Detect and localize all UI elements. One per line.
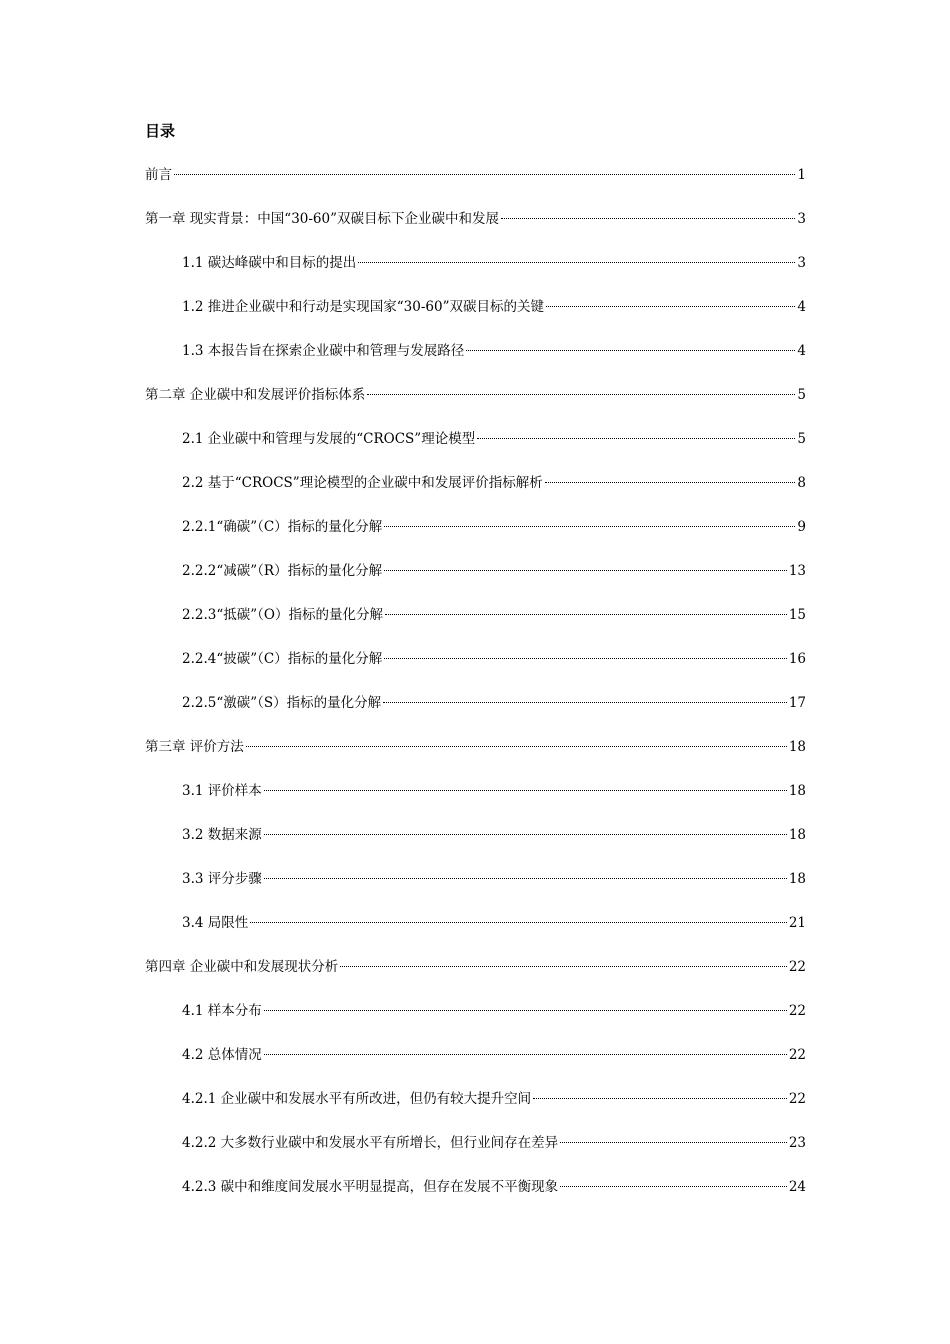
- toc-entry-text: 3.1 评价样本: [182, 783, 262, 799]
- dot-leader: [533, 1098, 787, 1099]
- toc-entry-page: 4: [797, 343, 806, 359]
- toc-entry[interactable]: [145, 692, 806, 736]
- dot-leader: [560, 1142, 787, 1143]
- toc-entry[interactable]: [145, 428, 806, 472]
- toc-entry-text: 3.2 数据来源: [182, 827, 262, 843]
- toc-entry-page: 15: [788, 607, 806, 623]
- toc-entry[interactable]: [145, 736, 806, 780]
- toc-entry-page: 1: [797, 167, 806, 183]
- toc-entry-page: 4: [797, 299, 806, 315]
- toc-entry-page: 3: [797, 211, 806, 227]
- toc-entry-text: 2.2.3“抵碳”（O）指标的量化分解: [182, 607, 383, 623]
- dot-leader: [174, 174, 795, 175]
- toc-entry[interactable]: [145, 208, 806, 252]
- toc-entry[interactable]: [145, 472, 806, 516]
- dot-leader: [466, 350, 795, 351]
- toc-entry[interactable]: [145, 868, 806, 912]
- dot-leader: [340, 966, 787, 967]
- dot-leader: [264, 790, 787, 791]
- dot-leader: [384, 526, 795, 527]
- dot-leader: [358, 262, 795, 263]
- dot-leader: [501, 218, 795, 219]
- toc-list: [145, 164, 806, 1220]
- toc-entry[interactable]: [145, 1000, 806, 1044]
- toc-entry[interactable]: [145, 1132, 806, 1176]
- dot-leader: [385, 614, 787, 615]
- toc-entry[interactable]: [145, 164, 806, 208]
- dot-leader: [264, 878, 787, 879]
- toc-entry-text: 4.2 总体情况: [182, 1047, 262, 1063]
- toc-entry-page: 9: [797, 519, 806, 535]
- toc-title: 目录: [145, 122, 176, 140]
- toc-entry-text: 第二章 企业碳中和发展评价指标体系: [145, 387, 366, 403]
- toc-entry[interactable]: [145, 780, 806, 824]
- toc-entry[interactable]: [145, 1088, 806, 1132]
- toc-entry-text: 4.1 样本分布: [182, 1003, 262, 1019]
- toc-entry-text: 1.3 本报告旨在探索企业碳中和管理与发展路径: [182, 343, 465, 359]
- toc-entry-text: 1.1 碳达峰碳中和目标的提出: [182, 255, 357, 271]
- toc-entry-text: 2.2.1“确碳”（C）指标的量化分解: [182, 519, 383, 535]
- toc-entry-page: 23: [788, 1135, 806, 1151]
- toc-entry[interactable]: [145, 384, 806, 428]
- dot-leader: [546, 306, 795, 307]
- toc-entry-text: 2.2 基于“CROCS”理论模型的企业碳中和发展评价指标解析: [182, 475, 543, 491]
- toc-entry-text: 第一章 现实背景：中国“30-60”双碳目标下企业碳中和发展: [145, 211, 500, 227]
- toc-entry-page: 13: [788, 563, 806, 579]
- dot-leader: [545, 482, 796, 483]
- toc-entry-text: 2.1 企业碳中和管理与发展的“CROCS”理论模型: [182, 431, 476, 447]
- toc-entry-page: 18: [788, 783, 806, 799]
- toc-entry[interactable]: [145, 824, 806, 868]
- toc-entry-page: 22: [788, 1003, 806, 1019]
- toc-entry-text: 4.2.1 企业碳中和发展水平有所改进，但仍有较大提升空间: [182, 1091, 532, 1107]
- toc-entry[interactable]: [145, 560, 806, 604]
- toc-entry-text: 第三章 评价方法: [145, 739, 244, 755]
- toc-entry-page: 22: [788, 1047, 806, 1063]
- toc-entry[interactable]: [145, 1044, 806, 1088]
- toc-entry[interactable]: [145, 340, 806, 384]
- toc-entry[interactable]: [145, 912, 806, 956]
- dot-leader: [384, 570, 787, 571]
- toc-entry-page: 8: [797, 475, 806, 491]
- dot-leader: [264, 1054, 787, 1055]
- toc-entry[interactable]: [145, 1176, 806, 1220]
- toc-entry-page: 22: [788, 959, 806, 975]
- toc-entry-text: 2.2.5“激碳”（S）指标的量化分解: [182, 695, 382, 711]
- toc-entry-page: 5: [797, 387, 806, 403]
- toc-entry[interactable]: [145, 516, 806, 560]
- toc-entry-text: 3.3 评分步骤: [182, 871, 262, 887]
- dot-leader: [560, 1186, 787, 1187]
- toc-entry-page: 18: [788, 871, 806, 887]
- toc-entry-page: 16: [788, 651, 806, 667]
- toc-entry[interactable]: [145, 956, 806, 1000]
- toc-entry-page: 22: [788, 1091, 806, 1107]
- toc-entry-text: 1.2 推进企业碳中和行动是实现国家“30-60”双碳目标的关键: [182, 299, 544, 315]
- toc-entry[interactable]: [145, 648, 806, 692]
- toc-entry-page: 24: [788, 1179, 806, 1195]
- toc-entry-text: 2.2.2“减碳”（R）指标的量化分解: [182, 563, 383, 579]
- toc-entry-text: 4.2.3 碳中和维度间发展水平明显提高，但存在发展不平衡现象: [182, 1179, 559, 1195]
- toc-entry[interactable]: [145, 604, 806, 648]
- toc-entry-page: 17: [788, 695, 806, 711]
- toc-entry-page: 18: [788, 739, 806, 755]
- dot-leader: [367, 394, 795, 395]
- toc-entry[interactable]: [145, 252, 806, 296]
- dot-leader: [250, 922, 787, 923]
- toc-entry-text: 4.2.2 大多数行业碳中和发展水平有所增长，但行业间存在差异: [182, 1135, 559, 1151]
- dot-leader: [477, 438, 795, 439]
- toc-entry-text: 2.2.4“披碳”（C）指标的量化分解: [182, 651, 383, 667]
- dot-leader: [384, 658, 787, 659]
- toc-entry[interactable]: [145, 296, 806, 340]
- toc-entry-page: 18: [788, 827, 806, 843]
- toc-entry-text: 第四章 企业碳中和发展现状分析: [145, 959, 339, 975]
- toc-entry-page: 5: [797, 431, 806, 447]
- toc-entry-page: 21: [788, 915, 806, 931]
- dot-leader: [246, 746, 787, 747]
- dot-leader: [264, 1010, 787, 1011]
- toc-entry-text: 3.4 局限性: [182, 915, 249, 931]
- dot-leader: [383, 702, 787, 703]
- toc-entry-text: 前言: [145, 167, 172, 183]
- dot-leader: [264, 834, 787, 835]
- toc-entry-page: 3: [797, 255, 806, 271]
